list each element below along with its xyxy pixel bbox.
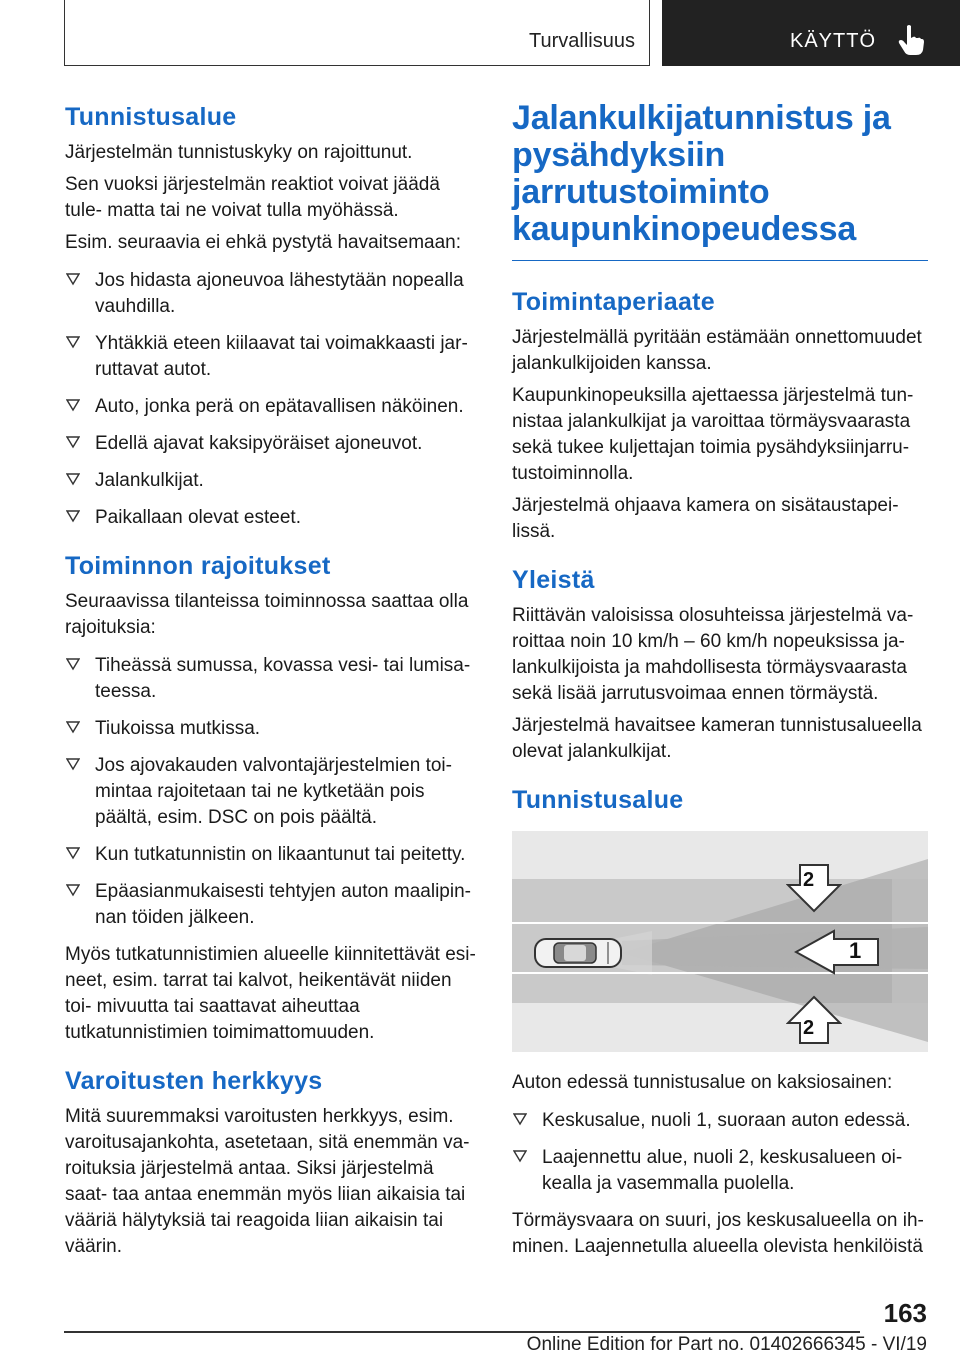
header-section-box [64,0,650,66]
list-item-text: Edellä ajavat kaksipyöräiset ajoneuvot. [95,433,423,454]
list-item-text: Epäasianmukaisesti tehtyjen auton maalipin- nan töiden jälkeen. [95,881,471,928]
triangle-bullet-icon [66,335,80,349]
footer-edition: Online Edition for Part no. 01402666345 - VI/19 [526,1334,927,1355]
upper-arrow-label: 2 [803,869,815,891]
limitations-list [65,653,480,931]
list-item [65,653,480,705]
triangle-bullet-icon [66,398,80,412]
principle-p1: Järjestelmällä pyritään estämään onnettomuudet jalankulkijoiden kanssa. [512,327,922,374]
car-icon [534,937,622,969]
list-item-text: Tiheässä sumussa, kovassa vesi- tai lumisa- teessa. [95,655,471,702]
arrow-left-icon [794,929,880,975]
footer-divider [64,1331,860,1333]
triangle-bullet-icon [66,657,80,671]
principle-heading: Toimintaperiaate [512,288,715,316]
general-heading: Yleistä [512,566,595,594]
list-item-text: Jalankulkijat. [95,470,204,491]
list-item-text: Jos ajovakauden valvontajärjestelmien toi- mintaa rajoitetaan tai ne kytketään pois päältä, esim. DSC on pois päältä. [95,755,452,828]
triangle-bullet-icon [66,883,80,897]
detection-area-heading: Tunnistusalue [65,103,237,131]
detection-p2: Törmäysvaara on suuri, jos keskusalueella on ih- minen. Laajennetulla alueella olevista henkilöistä [512,1210,924,1257]
triangle-bullet-icon [66,720,80,734]
list-item [65,431,480,457]
list-item [512,1145,928,1197]
main-title: Jalankulkijatunnistus ja pysähdyksiin jarrutustoiminto kaupunkinopeudessa [512,100,928,261]
triangle-bullet-icon [66,757,80,771]
detection-list [512,1108,928,1197]
list-item-text: Yhtäkkiä eteen kiilaavat tai voimakkaasti jar- ruttavat autot. [95,333,468,380]
list-item-text: Laajennettu alue, nuoli 2, keskusalueen oi- kealla ja vasemmalla puolella. [542,1147,903,1194]
limitations-p1: Seuraavissa tilanteissa toiminnossa saattaa olla rajoituksia: [65,591,469,638]
list-item-text: Paikallaan olevat esteet. [95,507,301,528]
detection-area-p3: Esim. seuraavia ei ehkä pystytä havaitsemaan: [65,232,462,253]
list-item [65,394,480,420]
right-column [512,100,928,1266]
page-number: 163 [883,1298,927,1328]
list-item [65,716,480,742]
detection-area-figure [512,831,928,1052]
chapter-tab[interactable] [662,0,960,66]
principle-p2: Kaupunkinopeuksilla ajettaessa järjestelmä tun- nistaa jalankulkijat ja varoittaa törmäysvaarasta sekä tukee kuljettajan toimia pysähdyksiinjarru- tustoiminnolla. [512,385,914,484]
limitations-heading: Toiminnon rajoitukset [65,552,331,580]
list-item [65,842,480,868]
list-item-text: Keskusalue, nuoli 1, suoraan auton edessä. [542,1110,911,1131]
list-item [65,468,480,494]
triangle-bullet-icon [66,435,80,449]
detection-p1: Auton edessä tunnistusalue on kaksiosainen: [512,1072,893,1093]
triangle-bullet-icon [66,846,80,860]
left-column [65,100,480,1266]
triangle-bullet-icon [513,1149,527,1163]
pointing-hand-icon [896,24,926,56]
header-section-title: Turvallisuus [529,30,635,52]
chapter-tab-label: KÄYTTÖ [790,30,877,52]
sensitivity-heading: Varoitusten herkkyys [65,1067,323,1095]
list-item [512,1108,928,1134]
triangle-bullet-icon [66,472,80,486]
detection-area-p1: Järjestelmän tunnistuskyky on rajoittunut. [65,142,413,163]
list-item-text: Tiukoissa mutkissa. [95,718,261,739]
general-p2: Järjestelmä havaitsee kameran tunnistusalueella olevat jalankulkijat. [512,715,922,762]
triangle-bullet-icon [66,272,80,286]
limitations-p2: Myös tutkatunnistimien alueelle kiinnitettävät esi- neet, esim. tarrat tai kalvot, heikentävät niiden toi- mivuutta tai saattavat aiheuttaa tutkatunnistimien toimimattomuuden. [65,944,476,1043]
list-item-text: Kun tutkatunnistin on likaantunut tai peitetty. [95,844,466,865]
list-item [65,753,480,831]
lower-arrow-label: 2 [803,1017,815,1039]
principle-p3: Järjestelmä ohjaava kamera on sisätaustapei- lissä. [512,495,899,542]
list-item-text: Auto, jonka perä on epätavallisen näköinen. [95,396,464,417]
triangle-bullet-icon [66,509,80,523]
list-item-text: Jos hidasta ajoneuvoa lähestytään nopealla vauhdilla. [95,270,464,317]
general-p1: Riittävän valoisissa olosuhteissa järjestelmä va- roittaa noin 10 km/h – 60 km/h nopeuksissa ja- lankulkijoista ja mahdollisesta törmäysvaarasta sekä lisää jarrutusvoimaa ennen törmäystä. [512,605,914,704]
triangle-bullet-icon [513,1112,527,1126]
list-item [65,331,480,383]
detection-area-list [65,268,480,531]
list-item [65,268,480,320]
sensitivity-p1: Mitä suuremmaksi varoitusten herkkyys, esim. varoitusajankohta, asetetaan, sitä enemmän va- roituksia järjestelmä antaa. Siksi järjestelmä saat- taa antaa enemmän myös liian aikaisia tai vääriä hälytyksiä tai reagoida liian aikaisin tai väärin. [65,1106,470,1257]
detection-area-p2: Sen vuoksi järjestelmän reaktiot voivat jäädä tule- matta tai ne voivat tulla myöhässä. [65,174,440,221]
detection-heading: Tunnistusalue [512,786,684,814]
center-arrow-label: 1 [849,938,862,963]
list-item [65,879,480,931]
list-item [65,505,480,531]
